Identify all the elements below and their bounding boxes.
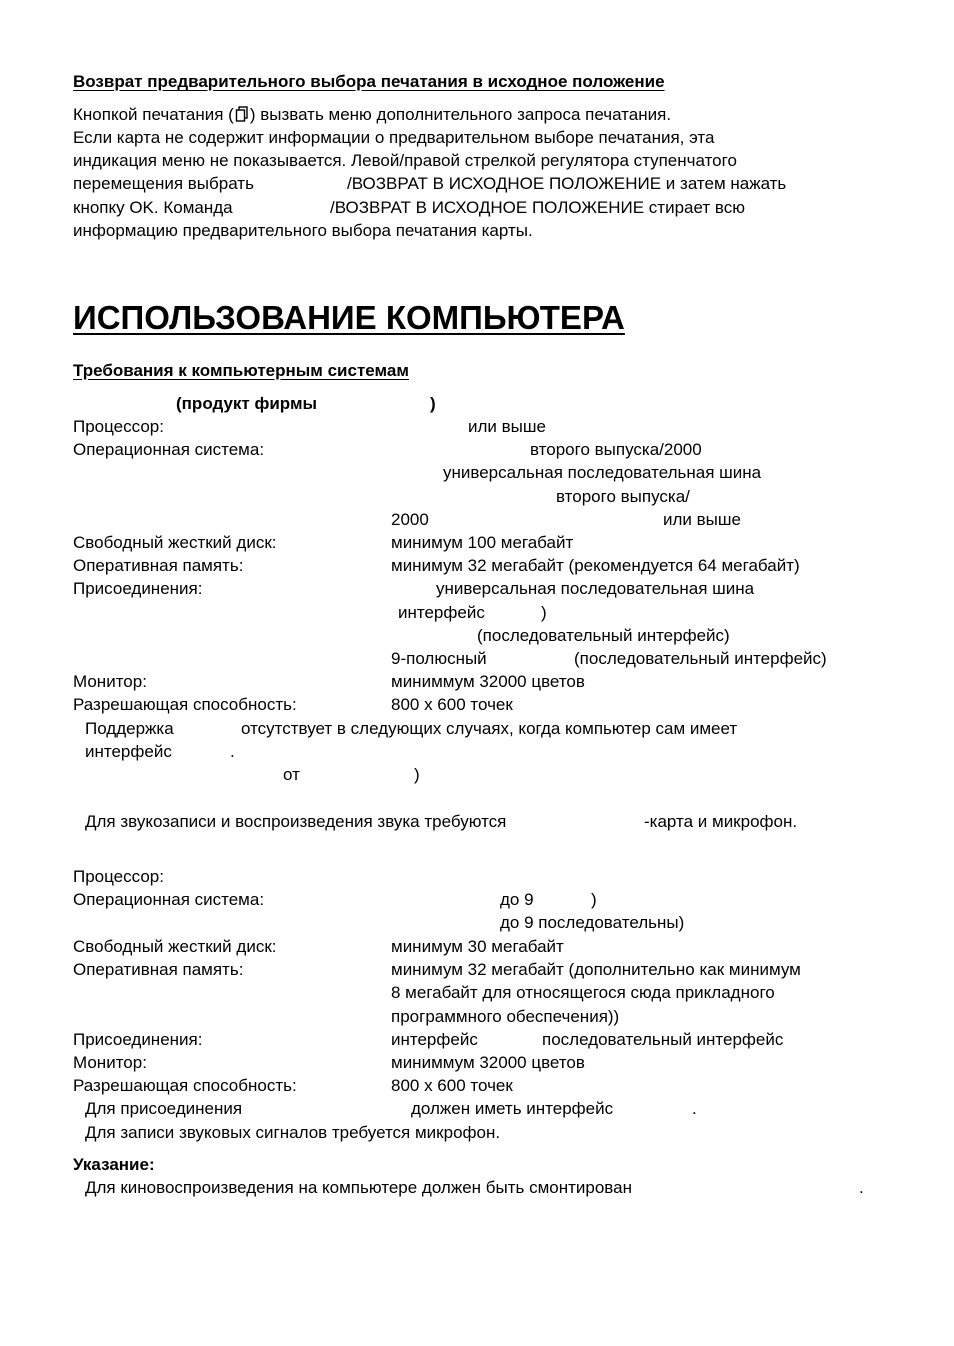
- spec-value: миниммум 32000 цветов: [391, 672, 585, 691]
- note-line: должен иметь интерфейс: [411, 1099, 614, 1118]
- note-line: Для присоединения: [85, 1099, 243, 1118]
- note-line: Для записи звуковых сигналов требуется микрофон.: [85, 1123, 501, 1142]
- spec-label: Процессор:: [73, 417, 164, 436]
- spec-value: 2000: [391, 510, 429, 529]
- spec-label: Оперативная память:: [73, 960, 244, 979]
- spec-label: Операционная система:: [73, 890, 265, 909]
- spec-label: Присоединения:: [73, 1030, 203, 1049]
- spec-value: универсальная последовательная шина: [443, 463, 762, 482]
- spec-value: минимум 30 мегабайт: [391, 937, 564, 956]
- paragraph-line: /ВОЗВРАТ В ИСХОДНОЕ ПОЛОЖЕНИЕ и затем нажать: [347, 174, 787, 193]
- spec-label: Разрешающая способность:: [73, 1076, 297, 1095]
- spec-label: Оперативная память:: [73, 556, 244, 575]
- spec-value: минимум 32 мегабайт (дополнительно как минимум: [391, 960, 801, 979]
- print-icon: [235, 106, 249, 122]
- hint-text: Для киновоспроизведения на компьютере должен быть смонтирован: [85, 1178, 632, 1197]
- spec-value: или выше: [468, 417, 546, 436]
- spec-value: интерфейс: [391, 1030, 478, 1049]
- paragraph-line: информацию предварительного выбора печатания карты.: [73, 221, 533, 240]
- paragraph-line: /ВОЗВРАТ В ИСХОДНОЕ ПОЛОЖЕНИЕ стирает всю: [330, 198, 745, 217]
- note-line: .: [230, 742, 235, 761]
- section-title-requirements: Требования к компьютерным системам: [73, 361, 409, 380]
- spec-value: или выше: [663, 510, 741, 529]
- spec-label: Монитор:: [73, 672, 147, 691]
- spec-value: до 9: [500, 890, 534, 909]
- paragraph-line: Кнопкой печатания ( ) вызвать меню дополнительного запроса печатания.: [73, 105, 672, 124]
- paragraph-line: перемещения выбрать: [73, 174, 254, 193]
- spec-value: 9-полюсный: [391, 649, 487, 668]
- spec-value: последовательный интерфейс: [542, 1030, 784, 1049]
- note-line: .: [692, 1099, 697, 1118]
- spec-value: второго выпуска/: [556, 487, 690, 506]
- spec-value: второго выпуска/2000: [530, 440, 702, 459]
- spec-label: Присоединения:: [73, 579, 203, 598]
- section-title-print-reset: Возврат предварительного выбора печатания в исходное положение: [73, 72, 665, 91]
- paragraph-line: Если карта не содержит информации о предварительном выборе печатания, эта: [73, 128, 715, 147]
- spec-value: миниммум 32000 цветов: [391, 1053, 585, 1072]
- spec-label: Монитор:: [73, 1053, 147, 1072]
- note-line: ): [414, 765, 420, 784]
- spec-label: Процессор:: [73, 867, 164, 886]
- note-line: Поддержка: [85, 719, 174, 738]
- spec-label: Свободный жесткий диск:: [73, 937, 277, 956]
- spec-value: 800 х 600 точек: [391, 1076, 513, 1095]
- note-line: -карта и микрофон.: [644, 812, 798, 831]
- spec-value: ): [591, 890, 597, 909]
- hint-label: Указание:: [73, 1155, 155, 1174]
- spec-value: интерфейс: [398, 603, 485, 622]
- note-line: Для звукозаписи и воспроизведения звука требуются: [85, 812, 507, 831]
- page-title: ИСПОЛЬЗОВАНИЕ КОМПЬЮТЕРА: [73, 299, 625, 336]
- subsection-title-win: (продукт фирмы: [176, 394, 318, 413]
- spec-value: до 9 последовательны): [500, 913, 685, 932]
- spec-value: 800 х 600 точек: [391, 695, 513, 714]
- spec-value: минимум 32 мегабайт (рекомендуется 64 мегабайт): [391, 556, 800, 575]
- note-line: от: [283, 765, 300, 784]
- note-line: отсутствует в следующих случаях, когда компьютер сам имеет: [241, 719, 738, 738]
- spec-value: универсальная последовательная шина: [436, 579, 755, 598]
- spec-value: (последовательный интерфейс): [574, 649, 827, 668]
- paragraph-line: индикация меню не показывается. Левой/правой стрелкой регулятора ступенчатого: [73, 151, 737, 170]
- paragraph-line: кнопку OK. Команда: [73, 198, 233, 217]
- subsection-title-win-close: ): [430, 394, 436, 413]
- spec-label: Операционная система:: [73, 440, 265, 459]
- spec-value: 8 мегабайт для относящегося сюда прикладного: [391, 983, 775, 1002]
- spec-value: минимум 100 мегабайт: [391, 533, 574, 552]
- spec-value: (последовательный интерфейс): [477, 626, 730, 645]
- spec-value: программного обеспечения)): [391, 1007, 620, 1026]
- spec-label: Разрешающая способность:: [73, 695, 297, 714]
- hint-text-end: .: [859, 1178, 864, 1197]
- spec-label: Свободный жесткий диск:: [73, 533, 277, 552]
- note-line: интерфейс: [85, 742, 172, 761]
- spec-value: ): [541, 603, 547, 622]
